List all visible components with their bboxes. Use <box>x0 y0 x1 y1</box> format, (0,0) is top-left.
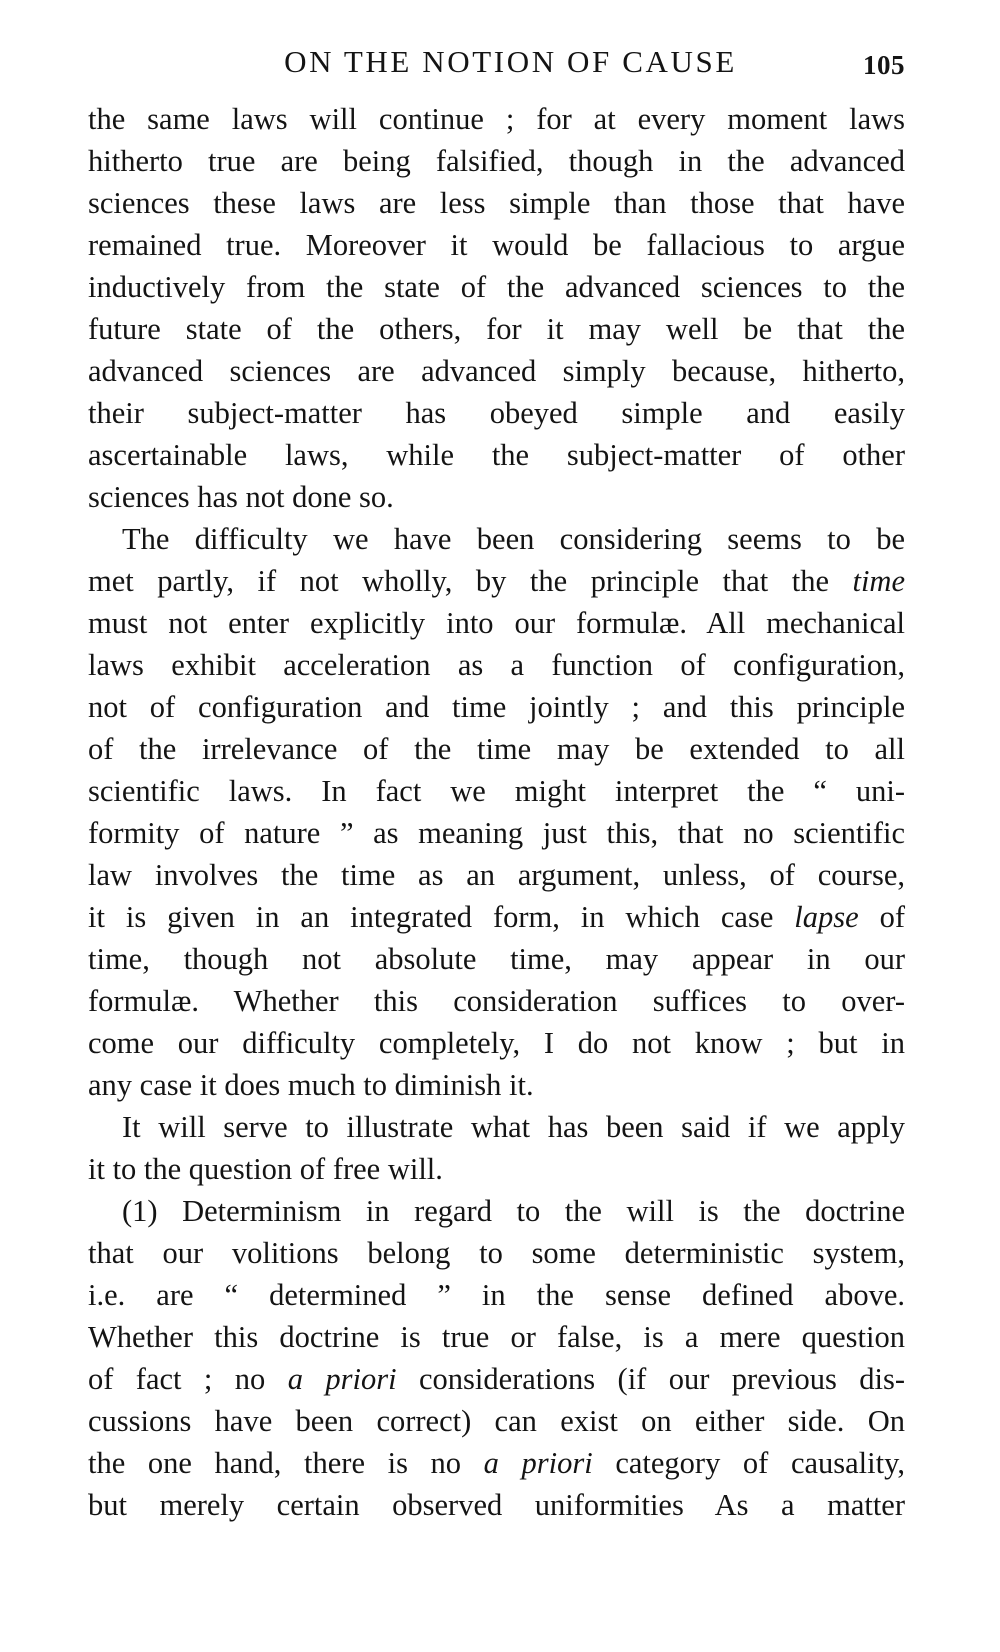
text-line: must not enter explicitly into our formulæ. All mechanical <box>88 606 905 640</box>
text-line: of fact ; no a priori considerations (if our previous dis- <box>88 1362 905 1396</box>
text-line: ascertainable laws, while the subject-matter of other <box>88 438 905 472</box>
text-line: future state of the others, for it may well be that the <box>88 312 905 346</box>
running-head <box>88 40 905 92</box>
text-line: hitherto true are being falsified, though in the advanced <box>88 144 905 178</box>
text-line: sciences has not done so. <box>88 480 394 514</box>
text-line: Whether this doctrine is true or false, is a mere question <box>88 1320 905 1354</box>
text-line: advanced sciences are advanced simply because, hitherto, <box>88 354 905 388</box>
text-line: the same laws will continue ; for at every moment laws <box>88 102 905 136</box>
text-line: It will serve to illustrate what has been said if we apply <box>122 1110 905 1144</box>
body-text <box>88 98 905 1526</box>
text-line: remained true. Moreover it would be fallacious to argue <box>88 228 905 262</box>
text-line: (1) Determinism in regard to the will is the doctrine <box>122 1194 905 1228</box>
text-line: the one hand, there is no a priori category of causality, <box>88 1446 905 1480</box>
paragraph <box>88 98 905 518</box>
text-line: laws exhibit acceleration as a function of configuration, <box>88 648 905 682</box>
paragraph <box>88 518 905 1106</box>
page-number: 105 <box>863 50 905 80</box>
text-line: not of configuration and time jointly ; and this principle <box>88 690 905 724</box>
paragraph <box>88 1190 905 1526</box>
text-line: it to the question of free will. <box>88 1152 443 1186</box>
text-line: that our volitions belong to some deterministic system, <box>88 1236 905 1270</box>
text-line: come our difficulty completely, I do not know ; but in <box>88 1026 905 1060</box>
text-line: sciences these laws are less simple than those that have <box>88 186 905 220</box>
text-line: met partly, if not wholly, by the principle that the time <box>88 564 905 598</box>
text-line: inductively from the state of the advanced sciences to the <box>88 270 905 304</box>
running-title: ON THE NOTION OF CAUSE <box>284 44 737 79</box>
text-line: but merely certain observed uniformities As a matter <box>88 1488 905 1522</box>
book-page <box>88 40 905 1526</box>
text-line: it is given in an integrated form, in which case lapse of <box>88 900 905 934</box>
text-line: any case it does much to diminish it. <box>88 1068 534 1102</box>
text-line: of the irrelevance of the time may be extended to all <box>88 732 905 766</box>
text-line: time, though not absolute time, may appear in our <box>88 942 905 976</box>
text-line: formity of nature ” as meaning just this, that no scientific <box>88 816 905 850</box>
text-line: i.e. are “ determined ” in the sense defined above. <box>88 1278 905 1312</box>
text-line: law involves the time as an argument, unless, of course, <box>88 858 905 892</box>
text-line: their subject-matter has obeyed simple and easily <box>88 396 905 430</box>
text-line: scientific laws. In fact we might interpret the “ uni- <box>88 774 905 808</box>
text-line: formulæ. Whether this consideration suffices to over- <box>88 984 905 1018</box>
text-line: cussions have been correct) can exist on either side. On <box>88 1404 905 1438</box>
paragraph <box>88 1106 905 1190</box>
text-line: The difficulty we have been considering seems to be <box>122 522 905 556</box>
